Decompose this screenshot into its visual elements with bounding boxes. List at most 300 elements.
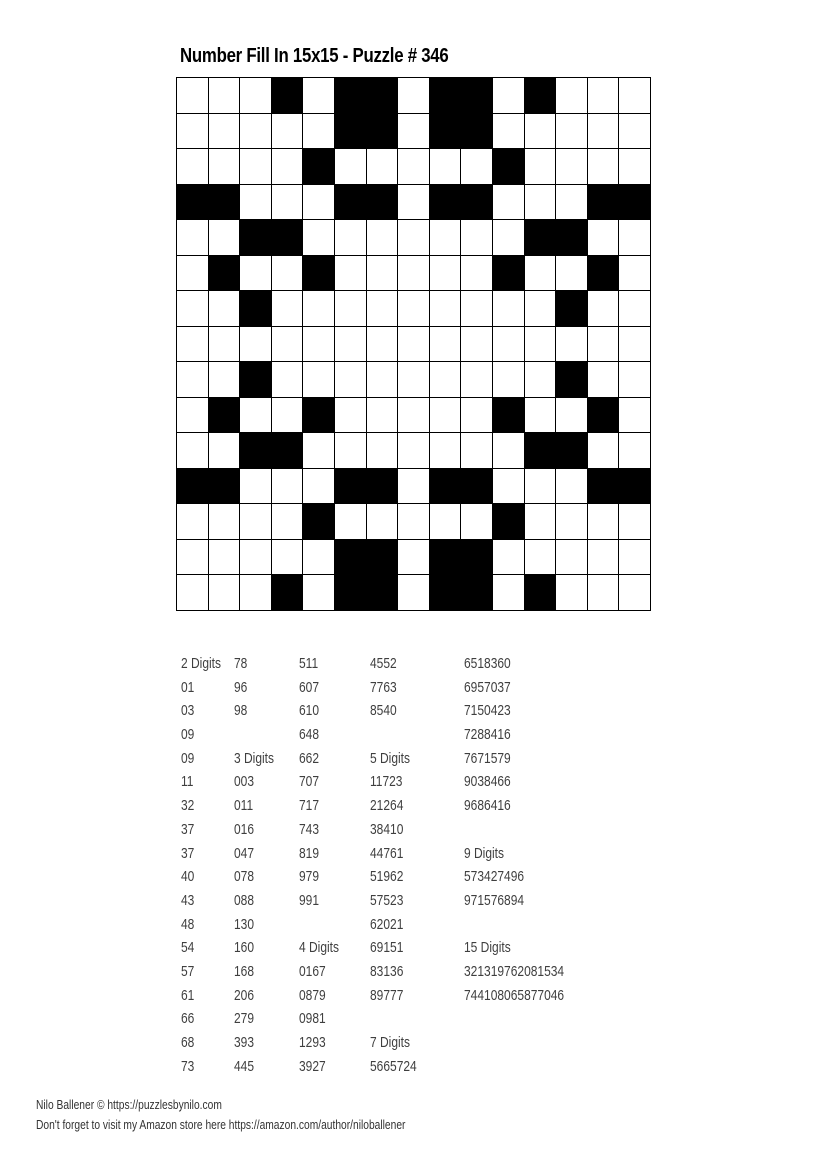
grid-cell-empty[interactable] xyxy=(272,362,304,398)
grid-cell-empty[interactable] xyxy=(303,469,335,505)
grid-cell-black xyxy=(240,433,272,469)
number-entry: 44761 xyxy=(370,844,404,862)
grid-cell-empty[interactable] xyxy=(556,398,588,434)
grid-cell-black xyxy=(430,575,462,611)
grid-cell-empty[interactable] xyxy=(240,469,272,505)
grid-cell-empty[interactable] xyxy=(588,575,620,611)
grid-cell-empty[interactable] xyxy=(461,220,493,256)
grid-cell-empty[interactable] xyxy=(335,398,367,434)
grid-cell-empty[interactable] xyxy=(430,220,462,256)
bank-spacer xyxy=(464,818,564,842)
grid-cell-empty[interactable] xyxy=(367,504,399,540)
number-entry: 717 xyxy=(299,797,320,815)
grid-cell-empty[interactable] xyxy=(525,291,557,327)
number-entry: 61 xyxy=(181,986,195,1004)
grid-cell-empty[interactable] xyxy=(335,149,367,185)
grid-cell-empty[interactable] xyxy=(398,575,430,611)
number-entry: 09 xyxy=(181,726,195,744)
grid-cell-empty[interactable] xyxy=(619,220,651,256)
grid-cell-black xyxy=(525,220,557,256)
grid-cell-black xyxy=(335,114,367,150)
number-entry: 4552 xyxy=(370,655,397,672)
grid-cell-empty[interactable] xyxy=(588,149,620,185)
number-entry: 168 xyxy=(234,962,255,980)
grid-cell-empty[interactable] xyxy=(461,327,493,363)
grid-cell-empty[interactable] xyxy=(367,433,399,469)
number-entry: 445 xyxy=(234,1057,255,1075)
number-entry: 011 xyxy=(234,797,254,815)
bank-spacer xyxy=(370,1007,417,1031)
grid-cell-black xyxy=(525,433,557,469)
number-entry: 5665724 xyxy=(370,1057,417,1075)
grid-cell-empty[interactable] xyxy=(493,78,525,114)
number-entry: 66 xyxy=(181,1010,195,1028)
grid-cell-empty[interactable] xyxy=(209,114,241,150)
grid-cell-empty[interactable] xyxy=(240,540,272,576)
grid-cell-empty[interactable] xyxy=(303,114,335,150)
page-title: Number Fill In 15x15 - Puzzle # 346 xyxy=(180,45,449,67)
grid-cell-black xyxy=(209,256,241,292)
grid-cell-empty[interactable] xyxy=(398,114,430,150)
grid-cell-empty[interactable] xyxy=(398,78,430,114)
grid-cell-empty[interactable] xyxy=(398,433,430,469)
grid-cell-empty[interactable] xyxy=(525,114,557,150)
grid-cell-empty[interactable] xyxy=(461,149,493,185)
grid-cell-empty[interactable] xyxy=(588,78,620,114)
grid-cell-black xyxy=(177,469,209,505)
grid-cell-empty[interactable] xyxy=(430,256,462,292)
grid-cell-empty[interactable] xyxy=(272,256,304,292)
number-entry: 648 xyxy=(299,726,320,744)
number-entry: 21264 xyxy=(370,797,404,815)
grid-cell-empty[interactable] xyxy=(430,504,462,540)
grid-cell-black xyxy=(556,220,588,256)
grid-cell-empty[interactable] xyxy=(619,540,651,576)
number-entry: 743 xyxy=(299,820,320,838)
number-entry: 573427496 xyxy=(464,868,525,886)
grid-cell-black xyxy=(461,540,493,576)
grid-cell-empty[interactable] xyxy=(335,433,367,469)
grid-cell-empty[interactable] xyxy=(619,504,651,540)
number-entry: 6518360 xyxy=(464,655,511,672)
grid-cell-empty[interactable] xyxy=(619,433,651,469)
grid-cell-empty[interactable] xyxy=(493,575,525,611)
grid-cell-empty[interactable] xyxy=(177,256,209,292)
grid-cell-black xyxy=(367,185,399,221)
grid-cell-empty[interactable] xyxy=(398,398,430,434)
number-entry: 3927 xyxy=(299,1057,326,1075)
grid-cell-empty[interactable] xyxy=(177,78,209,114)
grid-cell-empty[interactable] xyxy=(272,469,304,505)
grid-cell-empty[interactable] xyxy=(398,149,430,185)
grid-cell-black xyxy=(367,575,399,611)
number-entry: 37 xyxy=(181,844,195,862)
grid-cell-black xyxy=(303,504,335,540)
grid-cell-empty[interactable] xyxy=(556,114,588,150)
grid-cell-empty[interactable] xyxy=(303,433,335,469)
grid-cell-black xyxy=(461,575,493,611)
grid-cell-empty[interactable] xyxy=(177,398,209,434)
grid-cell-empty[interactable] xyxy=(209,149,241,185)
grid-cell-empty[interactable] xyxy=(209,504,241,540)
grid-cell-empty[interactable] xyxy=(303,327,335,363)
grid-cell-black xyxy=(272,78,304,114)
grid-cell-black xyxy=(461,185,493,221)
grid-cell-empty[interactable] xyxy=(493,220,525,256)
grid-cell-empty[interactable] xyxy=(209,540,241,576)
number-entry: 0167 xyxy=(299,962,326,980)
grid-cell-empty[interactable] xyxy=(398,185,430,221)
grid-cell-empty[interactable] xyxy=(335,504,367,540)
grid-cell-black xyxy=(619,469,651,505)
number-entry: 68 xyxy=(181,1034,195,1051)
grid-cell-empty[interactable] xyxy=(398,256,430,292)
grid-cell-empty[interactable] xyxy=(240,114,272,150)
grid-cell-black xyxy=(588,398,620,434)
grid-cell-empty[interactable] xyxy=(588,433,620,469)
grid-cell-empty[interactable] xyxy=(177,327,209,363)
number-entry: 321319762081534 xyxy=(464,962,565,980)
grid-cell-empty[interactable] xyxy=(209,433,241,469)
grid-cell-black xyxy=(367,78,399,114)
grid-cell-empty[interactable] xyxy=(177,433,209,469)
grid-cell-black xyxy=(588,469,620,505)
grid-cell-empty[interactable] xyxy=(398,540,430,576)
grid-cell-empty[interactable] xyxy=(588,504,620,540)
grid-cell-empty[interactable] xyxy=(209,220,241,256)
grid-cell-empty[interactable] xyxy=(525,469,557,505)
grid-cell-empty[interactable] xyxy=(177,575,209,611)
grid-cell-empty[interactable] xyxy=(177,504,209,540)
number-entry: 016 xyxy=(234,820,255,838)
number-entry: 32 xyxy=(181,797,195,815)
grid-cell-empty[interactable] xyxy=(272,114,304,150)
grid-cell-empty[interactable] xyxy=(209,362,241,398)
grid-cell-black xyxy=(461,114,493,150)
grid-cell-empty[interactable] xyxy=(367,149,399,185)
digit-group-header: 4 Digits xyxy=(299,939,340,957)
footer-copyright: Nilo Ballener © https://puzzlesbynilo.com xyxy=(36,1098,222,1112)
grid-cell-empty[interactable] xyxy=(556,575,588,611)
grid-cell-black xyxy=(335,469,367,505)
number-entry: 003 xyxy=(234,773,255,791)
number-entry: 37 xyxy=(181,820,195,838)
grid-cell-empty[interactable] xyxy=(177,220,209,256)
grid-cell-black xyxy=(556,433,588,469)
grid-cell-black xyxy=(430,540,462,576)
digit-group-header: 7 Digits xyxy=(370,1034,411,1051)
grid-cell-empty[interactable] xyxy=(619,256,651,292)
number-entry: 991 xyxy=(299,891,320,909)
grid-cell-empty[interactable] xyxy=(588,291,620,327)
grid-cell-empty[interactable] xyxy=(303,220,335,256)
number-entry: 51962 xyxy=(370,868,404,886)
number-entry: 57 xyxy=(181,962,195,980)
grid-cell-black xyxy=(240,291,272,327)
number-bank-column xyxy=(181,652,221,1078)
grid-cell-empty[interactable] xyxy=(177,291,209,327)
grid-cell-black xyxy=(493,504,525,540)
grid-cell-empty[interactable] xyxy=(398,220,430,256)
grid-cell-empty[interactable] xyxy=(461,504,493,540)
grid-cell-empty[interactable] xyxy=(525,327,557,363)
number-entry: 0981 xyxy=(299,1010,326,1028)
grid-cell-empty[interactable] xyxy=(588,220,620,256)
number-entry: 610 xyxy=(299,702,320,720)
grid-cell-empty[interactable] xyxy=(588,327,620,363)
number-bank-column xyxy=(370,652,417,1078)
number-entry: 393 xyxy=(234,1034,255,1051)
grid-cell-empty[interactable] xyxy=(272,327,304,363)
grid-cell-empty[interactable] xyxy=(430,149,462,185)
grid-cell-empty[interactable] xyxy=(398,291,430,327)
grid-cell-empty[interactable] xyxy=(430,291,462,327)
grid-cell-black xyxy=(303,256,335,292)
grid-cell-empty[interactable] xyxy=(398,469,430,505)
grid-cell-empty[interactable] xyxy=(430,398,462,434)
bank-spacer xyxy=(234,723,274,747)
grid-cell-empty[interactable] xyxy=(177,114,209,150)
grid-cell-empty[interactable] xyxy=(367,256,399,292)
grid-cell-empty[interactable] xyxy=(525,398,557,434)
grid-cell-empty[interactable] xyxy=(556,504,588,540)
grid-cell-black xyxy=(430,78,462,114)
grid-cell-empty[interactable] xyxy=(303,185,335,221)
number-entry: 11723 xyxy=(370,773,403,791)
grid-cell-empty[interactable] xyxy=(367,291,399,327)
number-entry: 9038466 xyxy=(464,773,511,791)
grid-cell-empty[interactable] xyxy=(303,362,335,398)
grid-cell-black xyxy=(335,540,367,576)
grid-cell-empty[interactable] xyxy=(430,433,462,469)
grid-cell-empty[interactable] xyxy=(209,327,241,363)
grid-cell-empty[interactable] xyxy=(619,114,651,150)
grid-cell-empty[interactable] xyxy=(461,291,493,327)
number-bank-column xyxy=(234,652,274,1078)
footer-amazon-note: Don't forget to visit my Amazon store here https://amazon.com/author/niloballener xyxy=(36,1117,406,1132)
grid-cell-empty[interactable] xyxy=(461,362,493,398)
number-entry: 98 xyxy=(234,702,248,720)
number-entry: 7288416 xyxy=(464,726,511,744)
number-entry: 707 xyxy=(299,773,320,791)
grid-cell-empty[interactable] xyxy=(240,398,272,434)
number-entry: 96 xyxy=(234,678,248,696)
grid-cell-empty[interactable] xyxy=(303,78,335,114)
grid-cell-empty[interactable] xyxy=(177,540,209,576)
grid-cell-empty[interactable] xyxy=(525,256,557,292)
grid-cell-empty[interactable] xyxy=(461,398,493,434)
grid-cell-empty[interactable] xyxy=(619,398,651,434)
grid-cell-empty[interactable] xyxy=(240,327,272,363)
grid-cell-black xyxy=(303,398,335,434)
grid-cell-black xyxy=(303,149,335,185)
number-entry: 206 xyxy=(234,986,255,1004)
grid-cell-black xyxy=(272,575,304,611)
grid-cell-empty[interactable] xyxy=(588,114,620,150)
footer xyxy=(36,1096,405,1135)
grid-cell-empty[interactable] xyxy=(525,362,557,398)
grid-cell-empty[interactable] xyxy=(556,149,588,185)
number-entry: 7150423 xyxy=(464,702,511,720)
grid-cell-empty[interactable] xyxy=(272,185,304,221)
grid-cell-empty[interactable] xyxy=(367,398,399,434)
grid-cell-empty[interactable] xyxy=(272,398,304,434)
grid-cell-empty[interactable] xyxy=(398,327,430,363)
grid-cell-empty[interactable] xyxy=(272,149,304,185)
grid-cell-empty[interactable] xyxy=(335,220,367,256)
number-entry: 9686416 xyxy=(464,797,511,815)
grid-cell-empty[interactable] xyxy=(272,291,304,327)
grid-cell-empty[interactable] xyxy=(556,540,588,576)
grid-cell-empty[interactable] xyxy=(619,78,651,114)
number-entry: 607 xyxy=(299,678,320,696)
grid-cell-black xyxy=(177,185,209,221)
grid-cell-empty[interactable] xyxy=(525,504,557,540)
number-entry: 088 xyxy=(234,891,255,909)
grid-cell-empty[interactable] xyxy=(303,575,335,611)
number-entry: 1293 xyxy=(299,1034,326,1051)
number-entry: 819 xyxy=(299,844,320,862)
grid-cell-black xyxy=(493,398,525,434)
number-entry: 160 xyxy=(234,939,255,957)
grid-cell-black xyxy=(335,575,367,611)
grid-cell-empty[interactable] xyxy=(177,149,209,185)
grid-cell-empty[interactable] xyxy=(177,362,209,398)
grid-cell-empty[interactable] xyxy=(556,327,588,363)
grid-cell-empty[interactable] xyxy=(493,185,525,221)
number-entry: 047 xyxy=(234,844,255,862)
number-entry: 130 xyxy=(234,915,255,933)
grid-cell-empty[interactable] xyxy=(240,256,272,292)
grid-cell-empty[interactable] xyxy=(493,362,525,398)
number-entry: 078 xyxy=(234,868,255,886)
number-entry: 979 xyxy=(299,868,320,886)
grid-cell-black xyxy=(493,149,525,185)
number-entry: 7671579 xyxy=(464,749,511,767)
number-entry: 662 xyxy=(299,749,320,767)
grid-cell-black xyxy=(461,469,493,505)
grid-cell-black xyxy=(525,575,557,611)
grid-cell-black xyxy=(367,540,399,576)
grid-cell-black xyxy=(556,362,588,398)
grid-cell-empty[interactable] xyxy=(493,327,525,363)
grid-cell-empty[interactable] xyxy=(493,433,525,469)
grid-cell-empty[interactable] xyxy=(525,540,557,576)
grid-cell-empty[interactable] xyxy=(209,575,241,611)
number-entry: 03 xyxy=(181,702,195,720)
grid-cell-black xyxy=(430,114,462,150)
grid-cell-empty[interactable] xyxy=(588,540,620,576)
number-entry: 62021 xyxy=(370,915,404,933)
grid-cell-empty[interactable] xyxy=(493,114,525,150)
grid-cell-black xyxy=(588,185,620,221)
digit-group-header: 9 Digits xyxy=(464,844,505,862)
grid-cell-empty[interactable] xyxy=(367,362,399,398)
grid-cell-empty[interactable] xyxy=(209,78,241,114)
number-entry: 8540 xyxy=(370,702,397,720)
grid-cell-empty[interactable] xyxy=(619,149,651,185)
grid-cell-empty[interactable] xyxy=(619,327,651,363)
grid-cell-empty[interactable] xyxy=(556,78,588,114)
grid-cell-empty[interactable] xyxy=(240,149,272,185)
grid-cell-empty[interactable] xyxy=(240,78,272,114)
number-entry: 89777 xyxy=(370,986,404,1004)
grid-cell-black xyxy=(619,185,651,221)
grid-cell-black xyxy=(556,291,588,327)
grid-cell-black xyxy=(272,220,304,256)
grid-cell-empty[interactable] xyxy=(367,220,399,256)
grid-cell-empty[interactable] xyxy=(430,327,462,363)
grid-cell-empty[interactable] xyxy=(461,256,493,292)
number-entry: 40 xyxy=(181,868,195,886)
number-bank-column xyxy=(299,652,339,1078)
grid-cell-empty[interactable] xyxy=(619,291,651,327)
grid-cell-empty[interactable] xyxy=(430,362,462,398)
number-entry: 38410 xyxy=(370,820,404,838)
grid-cell-black xyxy=(430,469,462,505)
grid-cell-empty[interactable] xyxy=(619,575,651,611)
puzzle-grid xyxy=(176,77,651,611)
grid-cell-black xyxy=(367,114,399,150)
digit-group-header: 2 Digits xyxy=(181,655,222,672)
number-entry: 43 xyxy=(181,891,195,909)
grid-cell-empty[interactable] xyxy=(240,185,272,221)
grid-cell-empty[interactable] xyxy=(493,469,525,505)
grid-cell-empty[interactable] xyxy=(398,362,430,398)
grid-cell-empty[interactable] xyxy=(335,256,367,292)
grid-cell-empty[interactable] xyxy=(272,504,304,540)
grid-cell-empty[interactable] xyxy=(335,291,367,327)
grid-cell-empty[interactable] xyxy=(240,575,272,611)
number-entry: 0879 xyxy=(299,986,326,1004)
grid-cell-empty[interactable] xyxy=(493,291,525,327)
grid-cell-empty[interactable] xyxy=(588,362,620,398)
grid-cell-empty[interactable] xyxy=(303,291,335,327)
grid-cell-empty[interactable] xyxy=(525,149,557,185)
grid-cell-black xyxy=(335,185,367,221)
grid-cell-empty[interactable] xyxy=(525,185,557,221)
grid-cell-empty[interactable] xyxy=(367,327,399,363)
grid-cell-black xyxy=(335,78,367,114)
number-bank-column xyxy=(464,652,564,1007)
grid-cell-empty[interactable] xyxy=(461,433,493,469)
grid-cell-empty[interactable] xyxy=(398,504,430,540)
grid-cell-empty[interactable] xyxy=(272,540,304,576)
number-entry: 78 xyxy=(234,655,248,672)
number-entry: 69151 xyxy=(370,939,404,957)
grid-cell-empty[interactable] xyxy=(493,540,525,576)
grid-cell-empty[interactable] xyxy=(619,362,651,398)
digit-group-header: 3 Digits xyxy=(234,749,275,767)
grid-cell-empty[interactable] xyxy=(335,362,367,398)
grid-cell-black xyxy=(367,469,399,505)
grid-cell-empty[interactable] xyxy=(303,540,335,576)
grid-cell-empty[interactable] xyxy=(556,469,588,505)
grid-cell-empty[interactable] xyxy=(209,291,241,327)
grid-cell-empty[interactable] xyxy=(556,185,588,221)
grid-cell-empty[interactable] xyxy=(335,327,367,363)
number-entry: 83136 xyxy=(370,962,404,980)
grid-cell-empty[interactable] xyxy=(240,504,272,540)
number-entry: 971576894 xyxy=(464,891,525,909)
number-entry: 6957037 xyxy=(464,678,511,696)
grid-cell-empty[interactable] xyxy=(556,256,588,292)
number-entry: 279 xyxy=(234,1010,255,1028)
bank-spacer xyxy=(299,913,339,937)
grid-cell-black xyxy=(461,78,493,114)
bank-spacer xyxy=(370,723,417,747)
number-entry: 511 xyxy=(299,655,319,672)
